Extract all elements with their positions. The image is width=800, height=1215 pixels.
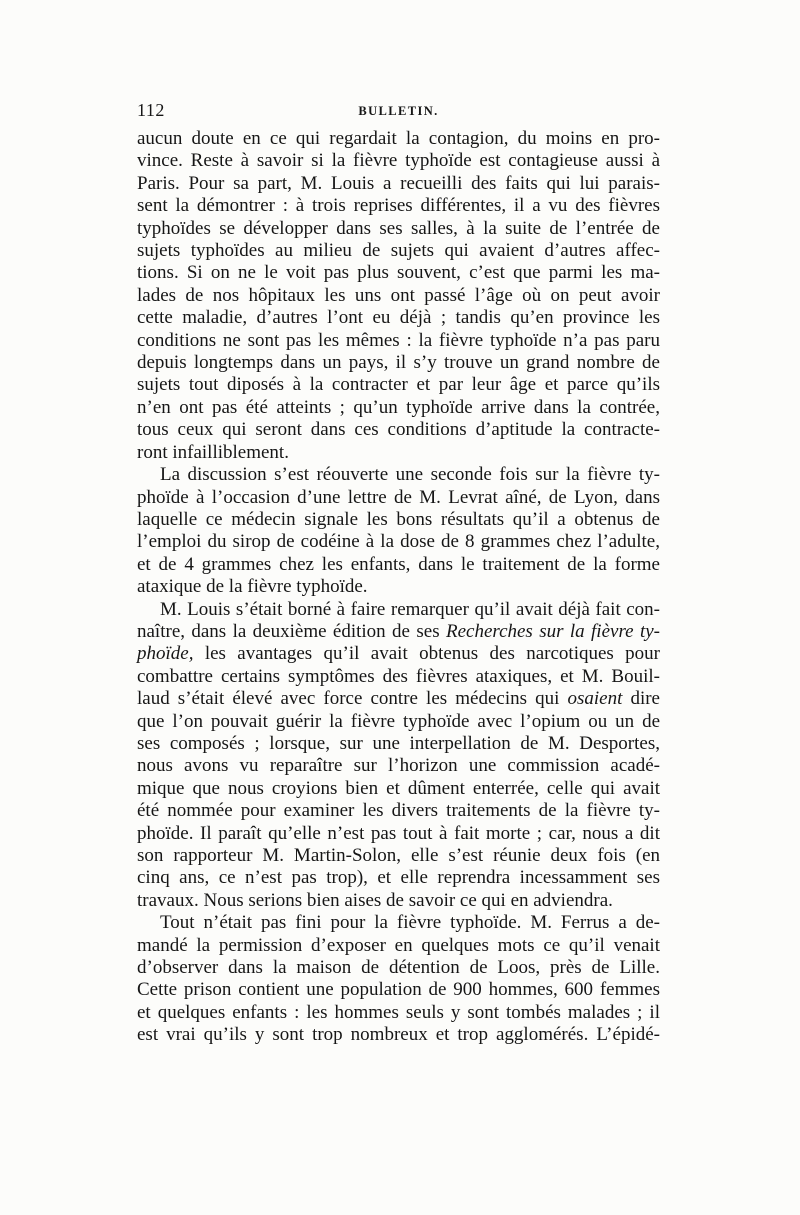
text-line: et de 4 grammes chez les enfants, dans le traitement de la forme [137,553,660,575]
running-title: BULLETIN. [358,104,439,118]
text-line: mandé la permission d’exposer en quelques mots ce qu’il venait [137,934,660,956]
page-number: 112 [137,100,165,120]
text-line: et quelques enfants : les hommes seuls y sont tombés malades ; il [137,1001,660,1023]
text-line: que l’on pouvait guérir la fièvre typhoïde avec l’opium ou un de [137,710,660,732]
text-line: M. Louis s’était borné à faire remarquer qu’il avait déjà fait con- [160,598,660,620]
italic-title: Recherches sur la fièvre ty- [445,620,660,642]
text-line: Paris. Pour sa part, M. Louis a recueilli des faits qui lui parais- [137,172,660,194]
text-line: Tout n’était pas fini pour la fièvre typhoïde. M. Ferrus a de- [160,912,660,934]
paragraph [137,912,660,1046]
text-line: sujets tout diposés à la contracter et par leur âge et parce qu’ils [137,374,660,396]
text-line: tions. Si on ne le voit pas plus souvent, c’est que parmi les ma- [137,262,660,284]
text-line [137,643,660,665]
text-line [137,621,660,643]
text-line: mique que nous croyions bien et dûment enterrée, celle qui avait [137,777,660,799]
text-line: tous ceux qui seront dans ces conditions d’aptitude la contracte- [137,419,660,441]
text-line: sent la démontrer : à trois reprises différentes, il a vu des fièvres [137,195,660,217]
text-line: n’en ont pas été atteints ; qu’un typhoïde arrive dans la contrée, [137,396,660,418]
text-line: ront infailliblement. [137,441,289,463]
text-segment: les avantages qu’il avait obtenus des narcotiques pour [193,643,660,665]
text-line: laquelle ce médecin signale les bons résultats qu’il a obtenus de [137,508,660,530]
text-line: aucun doute en ce qui regardait la contagion, du moins en pro- [137,128,660,149]
text-line: cinq ans, ce n’est pas trop), et elle reprendra incessamment ses [137,867,660,889]
text-line: son rapporteur M. Martin-Solon, elle s’est réunie deux fois (en [137,845,660,866]
text-line: conditions ne sont pas les mêmes : la fièvre typhoïde n’a pas paru [137,329,660,351]
paragraph [137,128,660,464]
text-line: l’emploi du sirop de codéine à la dose de 8 grammes chez l’adulte, [137,531,660,553]
paragraph [137,599,660,913]
text-line: sujets typhoïdes au milieu de sujets qui avaient d’autres affec- [137,240,660,262]
text-line: ataxique de la fièvre typhoïde. [137,576,368,598]
text-line: phoïde. Il paraît qu’elle n’est pas tout à fait morte ; car, nous a dit [137,822,660,844]
italic-word: osaient [567,688,623,710]
text-line: est vrai qu’ils y sont trop nombreux et trop agglomérés. L’épidé- [137,1024,660,1046]
text-line: été nommée pour examiner les divers traitements de la fièvre ty- [137,800,660,822]
text-line: combattre certains symptômes des fièvres ataxiques, et M. Bouil- [137,665,660,687]
text-line: ses composés ; lorsque, sur une interpellation de M. Desportes, [137,732,660,754]
text-line: depuis longtemps dans un pays, il s’y trouve un grand nombre de [137,352,660,374]
text-segment: laud s’était élevé avec force contre les médecins qui [137,688,568,710]
text-line [137,688,660,710]
text-line: vince. Reste à savoir si la fièvre typhoïde est contagieuse aussi à [137,150,660,172]
text-segment: dire [622,688,660,710]
text-line: phoïde à l’occasion d’une lettre de M. Levrat aîné, de Lyon, dans [137,486,660,508]
text-line: cette maladie, d’autres l’ont eu déjà ; tandis qu’en province les [137,307,660,329]
text-line: lades de nos hôpitaux les uns ont passé l’âge où on peut avoir [137,284,660,306]
body-text [137,128,660,1047]
text-line: Cette prison contient une population de 900 hommes, 600 femmes [137,979,660,1001]
running-head [137,98,660,122]
text-line: typhoïdes se développer dans ses salles, à la suite de l’entrée de [137,217,660,239]
text-segment: naître, dans la deuxième édition de ses [137,620,446,642]
italic-title: phoïde, [137,643,194,665]
text-line: nous avons vu reparaître sur l’horizon une commission acadé- [137,755,660,777]
text-line: travaux. Nous serions bien aises de savoir ce qui en adviendra. [137,889,613,911]
text-line: La discussion s’est réouverte une seconde fois sur la fièvre ty- [160,464,660,486]
text-line: d’observer dans la maison de détention de Loos, près de Lille. [137,957,660,979]
paragraph [137,464,660,598]
